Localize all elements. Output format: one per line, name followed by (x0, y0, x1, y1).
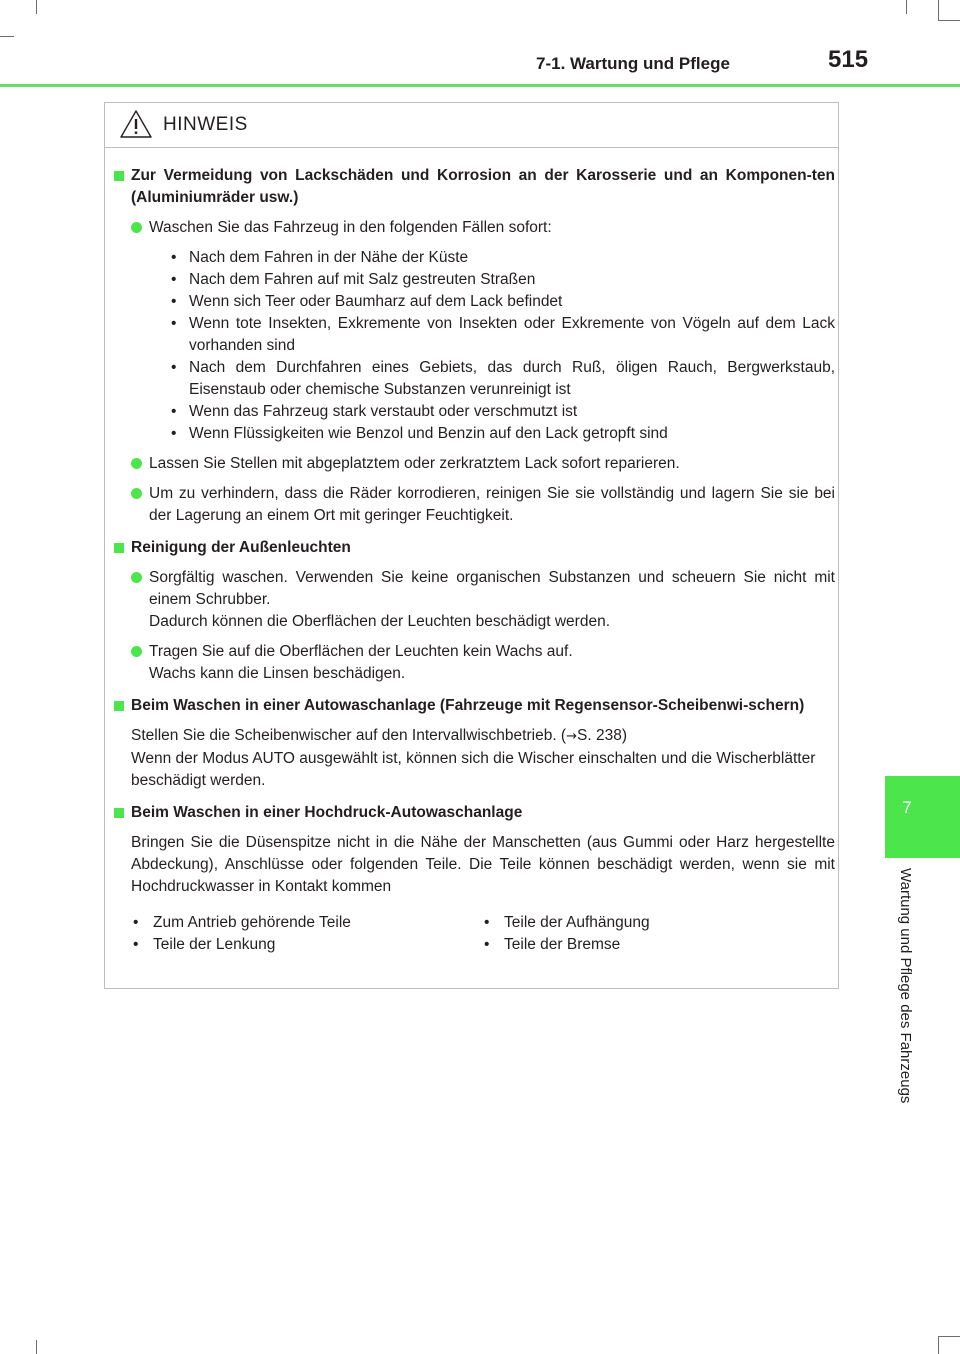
crop-mark (36, 1340, 37, 1354)
item-note: Dadurch können die Oberflächen der Leuchten beschädigt werden. (149, 613, 611, 630)
item-text: Lassen Sie Stellen mit abgeplatztem oder zerkratztem Lack sofort reparieren. (149, 455, 680, 472)
item-text: Sorgfältig waschen. Verwenden Sie keine organischen Substanzen und scheuern Sie nicht mit einem Schrubber. (149, 569, 835, 608)
item-text: Um zu verhindern, dass die Räder korrodieren, reinigen Sie sie vollständig und lagern Sie sie bei der Lagerung an einem Ort mit geringer Feuchtigkeit. (149, 485, 835, 524)
list-item (131, 567, 835, 633)
two-column-list (131, 912, 835, 956)
section-car-wash (113, 695, 835, 792)
item-note: Wachs kann die Linsen beschädigen. (149, 665, 406, 682)
crop-mark (0, 36, 14, 37)
bullet-list (149, 247, 835, 445)
notice-header (105, 103, 838, 148)
circle-bullet-icon (131, 572, 142, 583)
paragraph: Stellen Sie die Scheibenwischer auf den Intervallwischbetrieb. (→S. 238) Wenn der Modus AUTO ausgewählt ist, können sich die Wischer einschalten und die Wischerblätter beschädigt werden. (131, 727, 816, 789)
list-item (131, 641, 835, 685)
section-heading: Zur Vermeidung von Lackschäden und Korrosion an der Karosserie und an Komponen-ten (Aluminiumräder usw.) (131, 167, 835, 206)
warning-triangle-icon (119, 109, 153, 139)
bullet-item: • Zum Antrieb gehörende Teile (133, 914, 351, 931)
list-item (131, 453, 835, 475)
bullet-item: • Nach dem Fahren auf mit Salz gestreuten Straßen (171, 271, 536, 288)
page-reference-link[interactable]: S. 238) (577, 727, 627, 744)
column-right (484, 912, 835, 956)
notice-title: HINWEIS (163, 114, 248, 135)
item-text: Tragen Sie auf die Oberflächen der Leuchten kein Wachs auf. (149, 643, 573, 660)
arrow-right-icon: → (566, 729, 578, 744)
crop-mark (938, 1336, 960, 1337)
crop-mark (906, 0, 907, 14)
paragraph: Bringen Sie die Düsenspitze nicht in die Nähe der Manschetten (aus Gummi oder Harz hergestellte Abdeckung), Anschlüsse oder folgenden Teile. Die Teile können beschädigt werden, wenn sie mit Hochdruckwasser in Kontakt kommen (131, 834, 835, 895)
section-paint-protection (113, 165, 835, 527)
header-rule (0, 84, 960, 87)
bullet-item: • Wenn sich Teer oder Baumharz auf dem Lack befindet (171, 293, 563, 310)
crop-mark (938, 0, 939, 20)
chapter-tab[interactable] (885, 776, 960, 858)
square-bullet-icon (114, 171, 124, 181)
bullet-item: • Teile der Bremse (484, 936, 621, 953)
list-item (131, 217, 835, 445)
bullet-item: • Wenn tote Insekten, Exkremente von Insekten oder Exkremente von Vögeln auf dem Lack vorhanden sind (171, 315, 835, 354)
chapter-label: Wartung und Pflege des Fahrzeugs (897, 868, 914, 1104)
section-exterior-lights (113, 537, 835, 685)
item-text: Waschen Sie das Fahrzeug in den folgenden Fällen sofort: (149, 219, 552, 236)
section-heading: Beim Waschen in einer Hochdruck-Autowaschanlage (131, 804, 523, 821)
bullet-item: • Nach dem Durchfahren eines Gebiets, das durch Ruß, öligen Rauch, Bergwerkstaub, Eisenstaub oder chemische Substanzen verunreinigt ist (171, 359, 835, 398)
square-bullet-icon (114, 701, 124, 711)
circle-bullet-icon (131, 458, 142, 469)
section-title: 7-1. Wartung und Pflege (536, 54, 730, 73)
section-heading: Reinigung der Außenleuchten (131, 539, 351, 556)
crop-mark (36, 0, 37, 14)
list-item (131, 483, 835, 527)
circle-bullet-icon (131, 222, 142, 233)
circle-bullet-icon (131, 488, 142, 499)
chapter-number: 7 (902, 798, 912, 817)
notice-box (104, 102, 839, 989)
square-bullet-icon (114, 543, 124, 553)
square-bullet-icon (114, 808, 124, 818)
page-number: 515 (828, 46, 869, 73)
section-high-pressure-wash (113, 802, 835, 956)
circle-bullet-icon (131, 646, 142, 657)
crop-mark (938, 1336, 939, 1354)
bullet-item: • Teile der Aufhängung (484, 914, 650, 931)
paragraph-text: Wenn der Modus AUTO ausgewählt ist, können sich die Wischer einschalten und die Wischerblätter beschädigt werden. (131, 750, 816, 789)
crop-mark (938, 20, 960, 21)
bullet-item: • Wenn Flüssigkeiten wie Benzol und Benzin auf den Lack getropft sind (171, 425, 668, 442)
notice-content (113, 159, 835, 956)
section-heading: Beim Waschen in einer Autowaschanlage (Fahrzeuge mit Regensensor-Scheibenwi-schern) (131, 697, 805, 714)
column-left (133, 912, 484, 956)
bullet-item: • Wenn das Fahrzeug stark verstaubt oder verschmutzt ist (171, 403, 578, 420)
bullet-item: • Nach dem Fahren in der Nähe der Küste (171, 249, 469, 266)
bullet-item: • Teile der Lenkung (133, 936, 276, 953)
